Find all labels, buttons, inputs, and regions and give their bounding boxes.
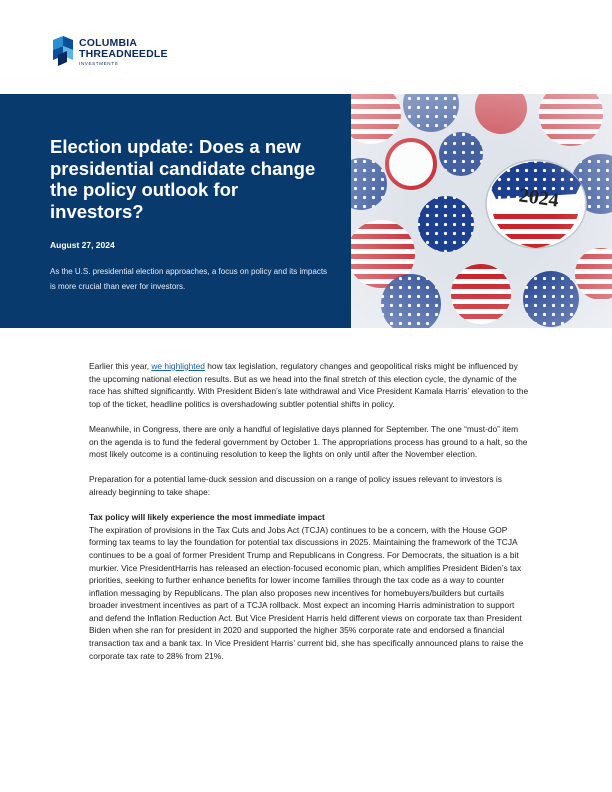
page-title: Election update: Does a new presidential candidate change the policy outlook for investors? <box>50 136 316 222</box>
logo-line-1: COLUMBIA <box>79 37 138 49</box>
paragraph-preparation: Preparation for a potential lame-duck session and discussion on a range of policy issues relevant to investors is already beginning to take shape: <box>89 474 502 497</box>
logo-line-2: THREADNEEDLE <box>79 48 168 60</box>
we-highlighted-link[interactable]: we highlighted <box>151 361 205 371</box>
logo-subtitle: INVESTMENTS <box>79 61 119 66</box>
intro-text-start: Earlier this year, <box>89 361 152 371</box>
company-logo <box>49 36 189 70</box>
hero-description: As the U.S. presidential election approaches, a focus on policy and its impacts is more crucial than ever for investors. <box>50 267 328 291</box>
logo-mark-icon <box>49 36 75 66</box>
paragraph-congress: Meanwhile, in Congress, there are only a handful of legislative days planned for September. The one “must-do” item on the agenda is to fund the federal government by October 1. The appropriations process has ground to a halt, so the most likely outcome is a continuing resolution to keep the lights on only until after the November election. <box>89 423 528 460</box>
campaign-buttons-photo <box>351 94 612 328</box>
hero-image <box>351 94 612 328</box>
section-heading-tax-policy: Tax policy will likely experience the most immediate impact <box>89 512 325 523</box>
paragraph-tax-policy: The expiration of provisions in the Tax Cuts and Jobs Act (TCJA) continues to be a concern, with the House GOP forming tax teams to lay the foundation for potential tax discussions in 2025. Maintaining the framework of the TCJA continues to be a goal of former President Trump and Republicans in Congress. For Democrats, the situation is a bit murkier. Vice PresidentHarris has released an election-focused economic plan, which amplifies President Biden’s tax priorities, seeking to further enhance benefits for lower income families through the tax code as a way to counter inflation messaging by Republicans. The plan also proposes new incentives for homebuyers/builders but curtails broader investment incentives as part of a TCJA rollback. Most expect an incoming Harris administration to support and defend the Inflation Reduction Act. But Vice President Harris held different views on corporate tax than President Biden when she ran for president in 2020 and supported the higher 35% corporate rate and endorsed a financial transaction tax and a bank tax. In Vice President Harris’ current bid, she has specifically announced plans to raise the corporate tax rate to 28% from 21%. <box>89 524 524 661</box>
intro-text-end: how tax legislation, regulatory changes and geopolitical risks might be influenced by the upcoming national election results. But as we head into the final stretch of this election cycle, the dynamic of the race has shifted significantly. With President Biden’s late withdrawal and Vice President Kamala Harris’ elevation to the top of the ticket, headline politics is overshadowing subtler potential shifts in policy. <box>89 361 529 409</box>
logo-wordmark <box>79 38 168 60</box>
paragraph-intro <box>89 360 529 410</box>
publish-date: August 27, 2024 <box>50 240 115 250</box>
article-body <box>89 360 529 675</box>
